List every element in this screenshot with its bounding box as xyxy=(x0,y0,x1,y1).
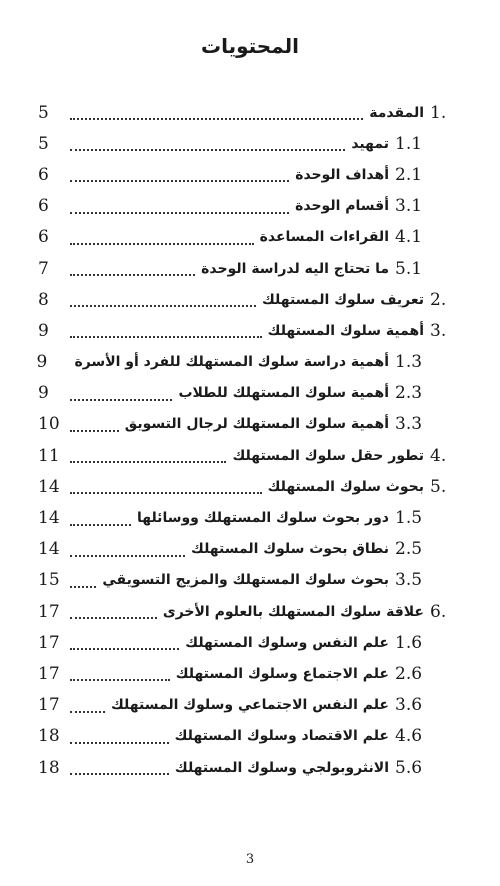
dot-leader xyxy=(70,211,289,214)
entry-page: 17 xyxy=(38,663,60,684)
dot-leader xyxy=(70,242,254,245)
dot-leader xyxy=(70,741,169,744)
toc-entry[interactable] xyxy=(38,159,460,190)
entry-title: المقدمة xyxy=(369,104,424,121)
entry-page: 8 xyxy=(38,289,49,310)
dot-leader xyxy=(70,398,172,401)
entry-number: 2. xyxy=(430,289,447,310)
entry-title: علم الاجتماع وسلوك المستهلك xyxy=(175,665,389,682)
toc-entry[interactable] xyxy=(38,471,460,502)
entry-number: 4.6 xyxy=(395,726,423,747)
entry-page: 11 xyxy=(38,445,60,466)
entry-number: 4. xyxy=(430,445,447,466)
table-of-contents xyxy=(38,97,460,783)
toc-entry[interactable] xyxy=(38,97,460,128)
toc-entry[interactable] xyxy=(38,347,460,378)
entry-number: 5.1 xyxy=(395,258,423,279)
entry-page: 18 xyxy=(38,726,60,747)
entry-title: علم النفس الاجتماعي وسلوك المستهلك xyxy=(111,697,389,714)
entry-page: 5 xyxy=(38,133,49,154)
entry-title: تمهيد xyxy=(351,135,389,152)
dot-leader xyxy=(70,554,185,557)
entry-title: الانثروبولجي وسلوك المستهلك xyxy=(174,759,389,776)
dot-leader xyxy=(70,460,226,463)
entry-page: 10 xyxy=(38,414,60,435)
entry-number: 2.3 xyxy=(395,383,423,404)
entry-title: أهداف الوحدة xyxy=(295,166,389,183)
entry-number: 1.5 xyxy=(395,508,423,529)
entry-page: 6 xyxy=(38,196,49,217)
dot-leader xyxy=(70,772,169,775)
entry-number: 2.1 xyxy=(395,164,423,185)
entry-number: 3.1 xyxy=(395,196,423,217)
entry-title: أهمية سلوك المستهلك لرجال التسويق xyxy=(124,416,389,433)
entry-title: أهمية دراسة سلوك المستهلك للفرد أو الأسرة xyxy=(74,354,389,371)
entry-page: 14 xyxy=(38,539,60,560)
entry-number: 4.1 xyxy=(395,227,423,248)
entry-title: علم النفس وسلوك المستهلك xyxy=(185,634,389,651)
entry-number: 1. xyxy=(430,102,447,123)
entry-title: نطاق بحوث سلوك المستهلك xyxy=(191,541,389,558)
entry-page: 17 xyxy=(38,695,60,716)
entry-page: 5 xyxy=(38,102,49,123)
dot-leader xyxy=(70,710,105,713)
dot-leader xyxy=(70,616,157,619)
dot-leader xyxy=(70,148,345,151)
dot-leader xyxy=(70,491,262,494)
toc-entry[interactable] xyxy=(38,315,460,346)
entry-page: 18 xyxy=(38,757,60,778)
toc-entry[interactable] xyxy=(38,690,460,721)
entry-number: 3. xyxy=(430,320,447,341)
toc-entry[interactable] xyxy=(38,409,460,440)
entry-page: 15 xyxy=(38,570,60,591)
entry-title: بحوث سلوك المستهلك والمزيج التسويقي xyxy=(102,572,389,589)
entry-number: 1.6 xyxy=(395,632,423,653)
entry-title: أقسام الوحدة xyxy=(295,198,389,215)
entry-title: علم الاقتصاد وسلوك المستهلك xyxy=(174,728,389,745)
toc-entry[interactable] xyxy=(38,534,460,565)
entry-number: 1.3 xyxy=(395,352,423,373)
entry-page: 6 xyxy=(38,227,49,248)
entry-title: أهمية سلوك المستهلك للطلاب xyxy=(178,385,389,402)
entry-number: 3.5 xyxy=(395,570,423,591)
entry-page: 9 xyxy=(36,352,48,373)
toc-entry[interactable] xyxy=(38,191,460,222)
entry-page: 14 xyxy=(38,476,60,497)
toc-entry[interactable] xyxy=(38,565,460,596)
dot-leader xyxy=(70,179,289,182)
toc-entry[interactable] xyxy=(38,658,460,689)
entry-number: 1.1 xyxy=(395,133,423,154)
entry-number: 3.6 xyxy=(395,695,423,716)
toc-entry[interactable] xyxy=(38,222,460,253)
toc-entry[interactable] xyxy=(38,128,460,159)
entry-page: 9 xyxy=(38,320,49,341)
entry-title: أهمية سلوك المستهلك xyxy=(267,322,424,339)
entry-page: 9 xyxy=(38,383,49,404)
dot-leader xyxy=(70,117,363,120)
entry-number: 6. xyxy=(430,601,447,622)
toc-entry[interactable] xyxy=(38,721,460,752)
dot-leader xyxy=(70,523,131,526)
dot-leader xyxy=(70,304,256,307)
entry-title: القراءات المساعدة xyxy=(259,229,389,246)
dot-leader xyxy=(70,335,262,338)
page-number: 3 xyxy=(245,852,255,867)
toc-entry[interactable] xyxy=(38,440,460,471)
entry-title: علاقة سلوك المستهلك بالعلوم الأخرى xyxy=(162,603,424,620)
entry-page: 17 xyxy=(38,601,60,622)
entry-number: 5. xyxy=(430,476,447,497)
toc-entry[interactable] xyxy=(38,596,460,627)
entry-number: 2.6 xyxy=(395,663,423,684)
entry-page: 7 xyxy=(38,258,49,279)
dot-leader xyxy=(70,273,195,276)
entry-number: 2.5 xyxy=(395,539,423,560)
entry-page: 17 xyxy=(38,632,60,653)
entry-page: 14 xyxy=(38,508,60,529)
dot-leader xyxy=(70,647,179,650)
toc-entry[interactable] xyxy=(38,502,460,533)
dot-leader xyxy=(70,429,119,432)
toc-entry[interactable] xyxy=(38,253,460,284)
entry-page: 6 xyxy=(38,164,49,185)
entry-title: دور بحوث سلوك المستهلك ووسائلها xyxy=(136,510,389,527)
dot-leader xyxy=(70,585,96,588)
page-title: المحتويات xyxy=(200,34,299,58)
entry-title: ما تحتاج اليه لدراسة الوحدة xyxy=(201,260,389,277)
toc-entry[interactable] xyxy=(38,378,460,409)
toc-entry[interactable] xyxy=(38,627,460,658)
entry-title: بحوث سلوك المستهلك xyxy=(267,478,424,495)
entry-number: 5.6 xyxy=(395,757,423,778)
entry-title: تعريف سلوك المستهلك xyxy=(261,291,424,308)
toc-entry[interactable] xyxy=(38,752,460,783)
toc-entry[interactable] xyxy=(38,284,460,315)
dot-leader xyxy=(70,678,170,681)
entry-number: 3.3 xyxy=(395,414,423,435)
entry-title: تطور حقل سلوك المستهلك xyxy=(232,447,424,464)
